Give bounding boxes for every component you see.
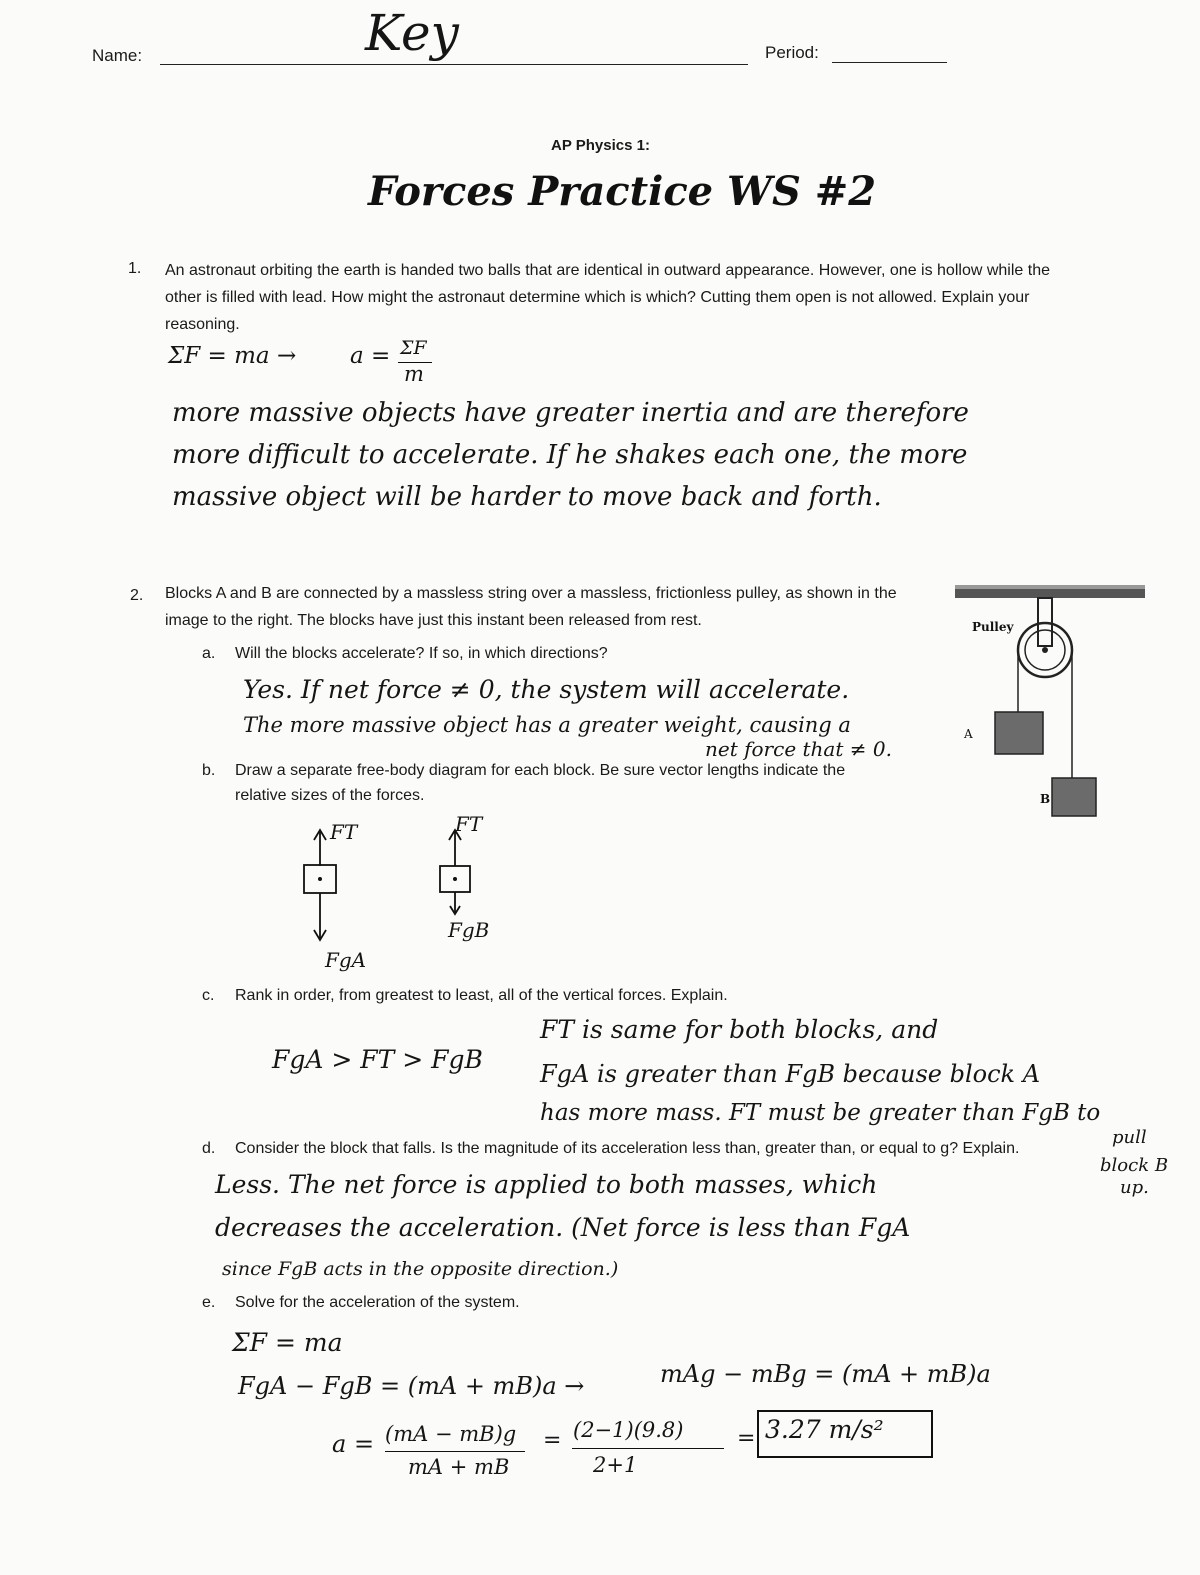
q2b-question-line-1: Draw a separate free-body diagram for each block. Be sure vector lengths indicate the (235, 762, 846, 779)
q1-number: 1. (128, 260, 142, 277)
fbd-b-weight-head (450, 906, 460, 914)
q2e-frac2-num: (2−1)(9.8) (573, 1418, 684, 1442)
q1-work-eq2-den: m (404, 362, 424, 386)
q2d-letter: d. (202, 1140, 216, 1157)
block-b-label: B (1040, 792, 1051, 806)
q2a-answer-line-1: Yes. If net force ≠ 0, the system will accelerate. (243, 675, 850, 704)
pulley-wheel-outer (1018, 623, 1072, 677)
q2d-answer-line-2: decreases the acceleration. (Net force is less than FgA (215, 1213, 911, 1242)
period-line (832, 62, 947, 63)
block-a-label: A (964, 727, 973, 741)
q2e-letter: e. (202, 1294, 216, 1311)
q1-work-eq2-lhs: a = (350, 343, 391, 369)
course-label: AP Physics 1: (551, 137, 650, 154)
q2e-frac1-bar (385, 1451, 525, 1452)
pulley-label: Pulley (972, 620, 1014, 634)
q2e-frac1-num: (mA − mB)g (385, 1422, 517, 1446)
q2a-question: Will the blocks accelerate? If so, in which directions? (235, 645, 608, 662)
q2e-work-line-1: ΣF = ma (232, 1328, 343, 1357)
q2b-letter: b. (202, 762, 216, 779)
q2c-margin-note-2: block B (1100, 1155, 1169, 1176)
fbd-b-box (440, 866, 470, 892)
name-line (160, 64, 748, 65)
q1-answer-line-1: more massive objects have greater inertia and are therefore (172, 398, 969, 428)
q2a-answer-line-3: net force that ≠ 0. (705, 737, 892, 761)
fbd-a-tension-head (314, 830, 326, 840)
q2e-work-line-2a: FgA − FgB = (mA + mB)a → (238, 1372, 585, 1400)
block-a (995, 712, 1043, 754)
q2-text: Blocks A and B are connected by a massless string over a massless, frictionless pulley, as shown in the image to the right. The blocks have just this instant been released from rest. (165, 585, 897, 629)
pulley-mount (1038, 598, 1052, 646)
q2c-margin-note-1: pull (1112, 1127, 1147, 1148)
fbd-a-weight-head (314, 930, 326, 940)
fbd-b-top-label: FT (455, 812, 483, 836)
q2e-result: 3.27 m/s² (765, 1415, 884, 1444)
q2e-frac2-den: 2+1 (593, 1453, 638, 1477)
q2e-question: Solve for the acceleration of the system. (235, 1294, 520, 1311)
ceiling-texture (955, 585, 1145, 589)
q2c-explain-line-1: FT is same for both blocks, and (540, 1015, 939, 1044)
fbd-block-b (440, 830, 470, 914)
fbd-a-bottom-label: FgA (325, 948, 367, 972)
pulley-wheel-inner (1025, 630, 1065, 670)
fbd-b-bottom-label: FgB (448, 918, 490, 942)
q2d-answer-line-3: since FgB acts in the opposite direction.) (222, 1258, 619, 1280)
q2c-explain-line-3: has more mass. FT must be greater than FgB to (540, 1100, 1101, 1126)
q1-text: An astronaut orbiting the earth is handed two balls that are identical in outward appearance. However, one is hollow while the other is filled with lead. How might the astronaut determine which is which? Cutting them open is not allowed. Explain your reasoning. (165, 262, 1050, 333)
q1-answer-line-2: more difficult to accelerate. If he shakes each one, the more (172, 440, 968, 470)
fbd-b-center (453, 877, 457, 881)
fbd-block-a (304, 830, 336, 940)
fbd-a-center (318, 877, 322, 881)
ceiling-bar (955, 588, 1145, 598)
q1-work-eq2-num: ΣF (400, 337, 427, 359)
page-title: Forces Practice WS #2 (368, 168, 877, 215)
q2c-margin-note-3: up. (1120, 1177, 1149, 1198)
q2c-letter: c. (202, 987, 215, 1004)
q2d-answer-line-1: Less. The net force is applied to both masses, which (215, 1170, 878, 1199)
block-b (1052, 778, 1096, 816)
fbd-a-top-label: FT (330, 820, 358, 844)
q2a-answer-line-2: The more massive object has a greater weight, causing a (243, 713, 851, 737)
q2e-a-label: a = (332, 1430, 375, 1458)
q2e-frac1-den: mA + mB (408, 1455, 510, 1479)
q2b-question-line-2: relative sizes of the forces. (235, 787, 425, 804)
name-label: Name: (92, 46, 143, 65)
q2a-letter: a. (202, 645, 216, 662)
q1-work-eq1: ΣF = ma → (168, 343, 297, 369)
q2e-work-line-2b: mAg − mBg = (mA + mB)a (660, 1360, 991, 1388)
q2e-eq-sign-2: = (737, 1426, 756, 1451)
q2c-ranking: FgA > FT > FgB (272, 1045, 483, 1074)
q2c-question: Rank in order, from greatest to least, all of the vertical forces. Explain. (235, 987, 728, 1004)
q2-number: 2. (130, 587, 144, 604)
pulley-axle (1042, 647, 1048, 653)
fbd-a-box (304, 865, 336, 893)
q1-answer-line-3: massive object will be harder to move back and forth. (172, 482, 882, 512)
period-label: Period: (765, 43, 819, 62)
q2d-question: Consider the block that falls. Is the magnitude of its acceleration less than, greater than, or equal to g? Explain. (235, 1140, 1020, 1157)
q2e-frac2-bar (572, 1448, 724, 1449)
q2e-eq-sign-1: = (543, 1428, 562, 1453)
q2c-explain-line-2: FgA is greater than FgB because block A (540, 1060, 1041, 1088)
name-value[interactable]: Key (365, 4, 459, 62)
